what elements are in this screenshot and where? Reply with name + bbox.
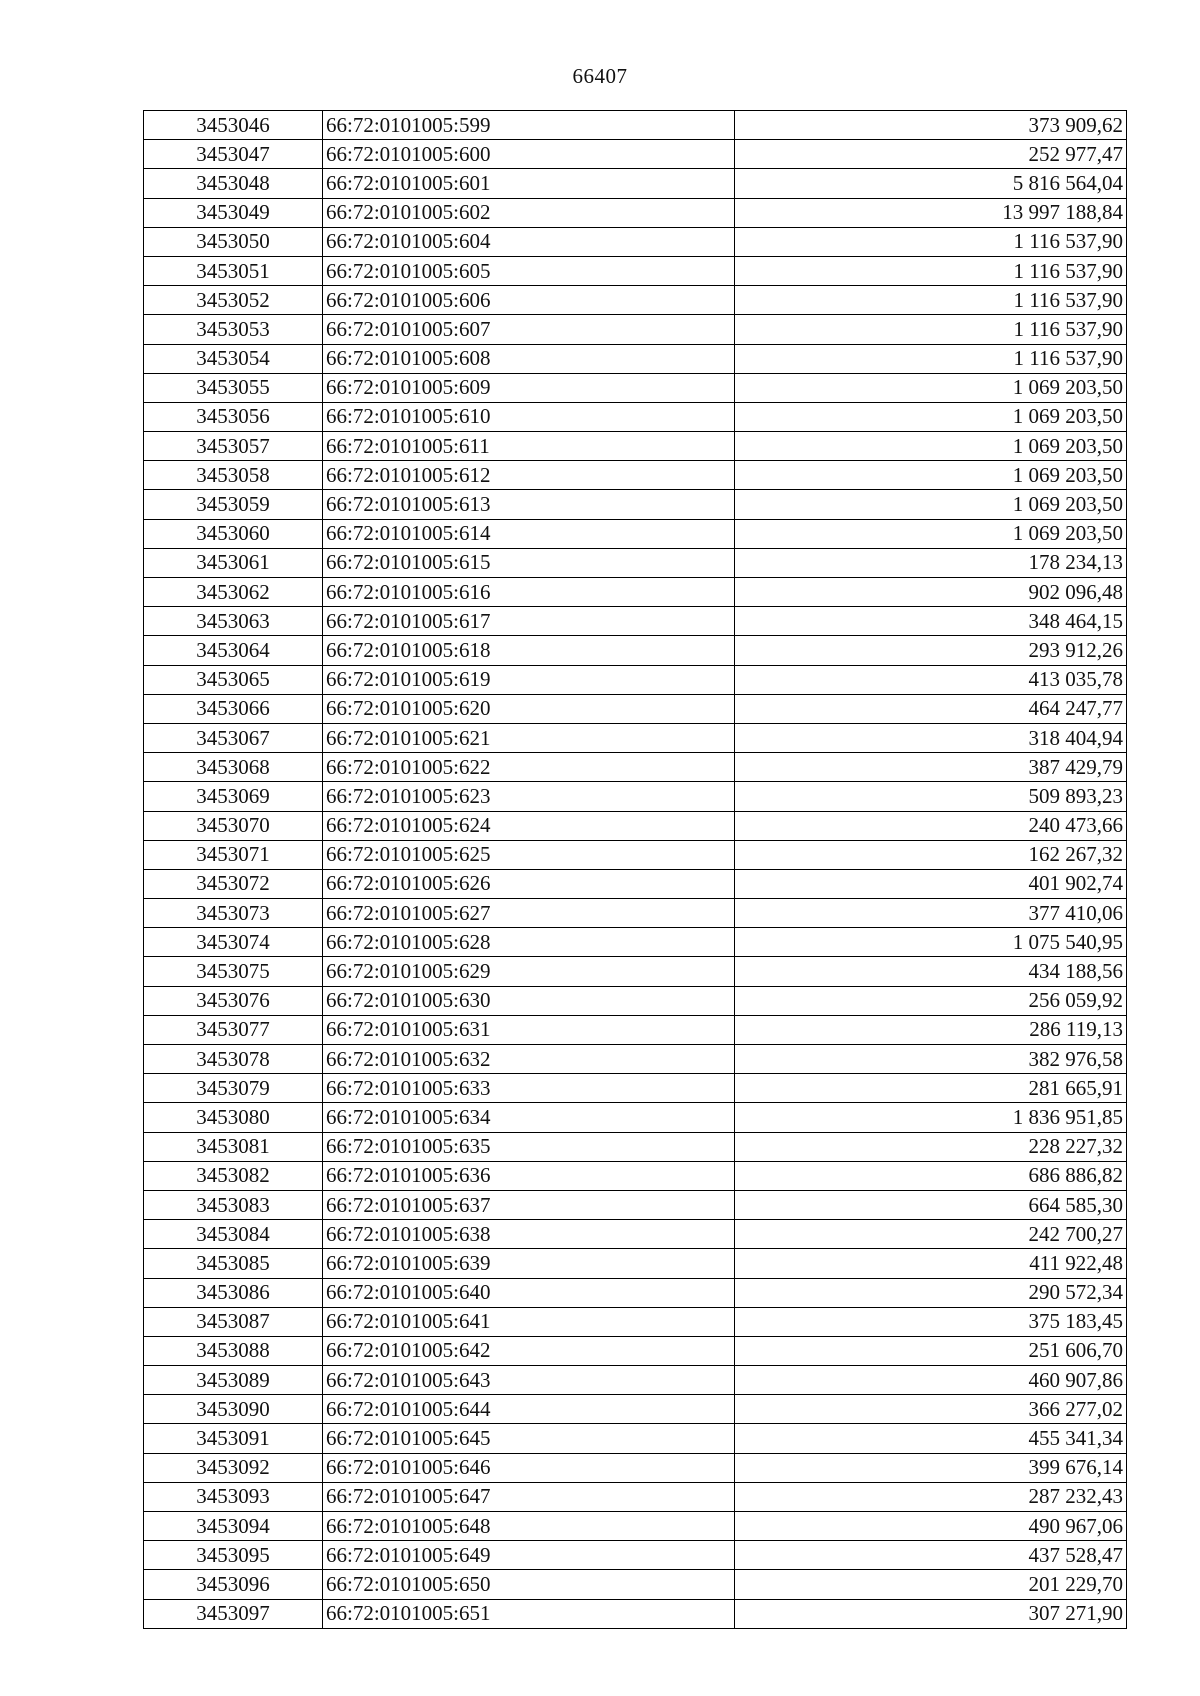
cadastral-number-cell: 66:72:0101005:609 (323, 373, 735, 402)
row-number-cell: 3453092 (144, 1453, 323, 1482)
cadastral-number-cell: 66:72:0101005:645 (323, 1424, 735, 1453)
cadastral-value-cell: 1 836 951,85 (735, 1103, 1127, 1132)
table-row (144, 636, 1127, 665)
table-row (144, 1366, 1127, 1395)
cadastral-number-cell: 66:72:0101005:639 (323, 1249, 735, 1278)
cadastral-number-cell: 66:72:0101005:621 (323, 723, 735, 752)
cadastral-value-cell: 377 410,06 (735, 899, 1127, 928)
table-row (144, 1074, 1127, 1103)
row-number-cell: 3453055 (144, 373, 323, 402)
row-number-cell: 3453076 (144, 986, 323, 1015)
cadastral-value-cell: 366 277,02 (735, 1395, 1127, 1424)
table-row (144, 140, 1127, 169)
cadastral-value-cell: 252 977,47 (735, 140, 1127, 169)
cadastral-number-cell: 66:72:0101005:633 (323, 1074, 735, 1103)
row-number-cell: 3453087 (144, 1307, 323, 1336)
cadastral-number-cell: 66:72:0101005:636 (323, 1161, 735, 1190)
row-number-cell: 3453081 (144, 1132, 323, 1161)
table-row (144, 373, 1127, 402)
cadastral-number-cell: 66:72:0101005:632 (323, 1045, 735, 1074)
row-number-cell: 3453093 (144, 1482, 323, 1511)
table-row (144, 1599, 1127, 1628)
cadastral-value-cell: 1 116 537,90 (735, 344, 1127, 373)
table-row (144, 1453, 1127, 1482)
cadastral-value-cell: 1 116 537,90 (735, 315, 1127, 344)
cadastral-value-cell: 401 902,74 (735, 869, 1127, 898)
cadastral-number-cell: 66:72:0101005:630 (323, 986, 735, 1015)
cadastral-value-cell: 375 183,45 (735, 1307, 1127, 1336)
cadastral-number-cell: 66:72:0101005:641 (323, 1307, 735, 1336)
cadastral-value-cell: 1 069 203,50 (735, 432, 1127, 461)
cadastral-number-cell: 66:72:0101005:623 (323, 782, 735, 811)
cadastral-number-cell: 66:72:0101005:615 (323, 548, 735, 577)
cadastral-number-cell: 66:72:0101005:618 (323, 636, 735, 665)
table-row (144, 1336, 1127, 1365)
cadastral-number-cell: 66:72:0101005:646 (323, 1453, 735, 1482)
cadastral-number-cell: 66:72:0101005:599 (323, 111, 735, 140)
table-row (144, 1395, 1127, 1424)
table-row (144, 198, 1127, 227)
table-row (144, 782, 1127, 811)
cadastral-number-cell: 66:72:0101005:611 (323, 432, 735, 461)
cadastral-number-cell: 66:72:0101005:601 (323, 169, 735, 198)
cadastral-value-cell: 1 116 537,90 (735, 227, 1127, 256)
table-row (144, 1570, 1127, 1599)
table-row (144, 578, 1127, 607)
cadastral-value-cell: 162 267,32 (735, 840, 1127, 869)
table-row (144, 256, 1127, 285)
cadastral-value-cell: 240 473,66 (735, 811, 1127, 840)
cadastral-number-cell: 66:72:0101005:605 (323, 256, 735, 285)
page-number: 66407 (572, 64, 628, 88)
cadastral-number-cell: 66:72:0101005:622 (323, 753, 735, 782)
table-row (144, 694, 1127, 723)
cadastral-number-cell: 66:72:0101005:649 (323, 1541, 735, 1570)
table-row (144, 869, 1127, 898)
row-number-cell: 3453091 (144, 1424, 323, 1453)
cadastral-value-cell: 387 429,79 (735, 753, 1127, 782)
cadastral-number-cell: 66:72:0101005:628 (323, 928, 735, 957)
cadastral-value-cell: 1 069 203,50 (735, 373, 1127, 402)
cadastral-value-cell: 228 227,32 (735, 1132, 1127, 1161)
row-number-cell: 3453058 (144, 461, 323, 490)
cadastral-value-cell: 460 907,86 (735, 1366, 1127, 1395)
cadastral-value-cell: 1 116 537,90 (735, 256, 1127, 285)
cadastral-value-cell: 373 909,62 (735, 111, 1127, 140)
cadastral-value-cell: 287 232,43 (735, 1482, 1127, 1511)
cadastral-number-cell: 66:72:0101005:651 (323, 1599, 735, 1628)
table-row (144, 286, 1127, 315)
cadastral-value-cell: 1 069 203,50 (735, 519, 1127, 548)
cadastral-number-cell: 66:72:0101005:648 (323, 1512, 735, 1541)
row-number-cell: 3453066 (144, 694, 323, 723)
row-number-cell: 3453086 (144, 1278, 323, 1307)
table-row (144, 607, 1127, 636)
cadastral-value-cell: 286 119,13 (735, 1015, 1127, 1044)
row-number-cell: 3453054 (144, 344, 323, 373)
table-row (144, 169, 1127, 198)
cadastral-value-cell: 902 096,48 (735, 578, 1127, 607)
row-number-cell: 3453047 (144, 140, 323, 169)
cadastral-value-cell: 348 464,15 (735, 607, 1127, 636)
cadastral-value-cell: 455 341,34 (735, 1424, 1127, 1453)
table-row (144, 986, 1127, 1015)
cadastral-number-cell: 66:72:0101005:620 (323, 694, 735, 723)
row-number-cell: 3453068 (144, 753, 323, 782)
cadastral-value-cell: 256 059,92 (735, 986, 1127, 1015)
table-row (144, 957, 1127, 986)
cadastral-value-cell: 281 665,91 (735, 1074, 1127, 1103)
table-row (144, 899, 1127, 928)
cadastral-number-cell: 66:72:0101005:627 (323, 899, 735, 928)
row-number-cell: 3453063 (144, 607, 323, 636)
row-number-cell: 3453053 (144, 315, 323, 344)
row-number-cell: 3453060 (144, 519, 323, 548)
row-number-cell: 3453062 (144, 578, 323, 607)
cadastral-number-cell: 66:72:0101005:642 (323, 1336, 735, 1365)
cadastral-value-cell: 686 886,82 (735, 1161, 1127, 1190)
table-row (144, 490, 1127, 519)
cadastral-number-cell: 66:72:0101005:643 (323, 1366, 735, 1395)
cadastral-value-cell: 509 893,23 (735, 782, 1127, 811)
row-number-cell: 3453071 (144, 840, 323, 869)
table-row (144, 1132, 1127, 1161)
cadastral-number-cell: 66:72:0101005:608 (323, 344, 735, 373)
row-number-cell: 3453089 (144, 1366, 323, 1395)
table-row (144, 1045, 1127, 1074)
row-number-cell: 3453059 (144, 490, 323, 519)
cadastral-value-cell: 664 585,30 (735, 1190, 1127, 1219)
row-number-cell: 3453049 (144, 198, 323, 227)
cadastral-value-cell: 242 700,27 (735, 1220, 1127, 1249)
row-number-cell: 3453096 (144, 1570, 323, 1599)
table-row (144, 1512, 1127, 1541)
row-number-cell: 3453080 (144, 1103, 323, 1132)
row-number-cell: 3453094 (144, 1512, 323, 1541)
row-number-cell: 3453097 (144, 1599, 323, 1628)
cadastral-value-cell: 411 922,48 (735, 1249, 1127, 1278)
cadastral-number-cell: 66:72:0101005:612 (323, 461, 735, 490)
row-number-cell: 3453083 (144, 1190, 323, 1219)
row-number-cell: 3453084 (144, 1220, 323, 1249)
table-row (144, 1220, 1127, 1249)
row-number-cell: 3453077 (144, 1015, 323, 1044)
table-row (144, 1103, 1127, 1132)
row-number-cell: 3453095 (144, 1541, 323, 1570)
cadastral-value-cell: 290 572,34 (735, 1278, 1127, 1307)
row-number-cell: 3453069 (144, 782, 323, 811)
table-row (144, 111, 1127, 140)
cadastral-value-cell: 490 967,06 (735, 1512, 1127, 1541)
cadastral-number-cell: 66:72:0101005:634 (323, 1103, 735, 1132)
cadastral-number-cell: 66:72:0101005:644 (323, 1395, 735, 1424)
table-row (144, 1015, 1127, 1044)
cadastral-number-cell: 66:72:0101005:604 (323, 227, 735, 256)
table-row (144, 519, 1127, 548)
row-number-cell: 3453064 (144, 636, 323, 665)
table-row (144, 402, 1127, 431)
row-number-cell: 3453056 (144, 402, 323, 431)
table-row (144, 1541, 1127, 1570)
table-row (144, 1424, 1127, 1453)
cadastral-number-cell: 66:72:0101005:650 (323, 1570, 735, 1599)
table-row (144, 548, 1127, 577)
cadastral-number-cell: 66:72:0101005:626 (323, 869, 735, 898)
table-row (144, 753, 1127, 782)
row-number-cell: 3453085 (144, 1249, 323, 1278)
cadastral-value-cell: 1 069 203,50 (735, 490, 1127, 519)
row-number-cell: 3453090 (144, 1395, 323, 1424)
row-number-cell: 3453079 (144, 1074, 323, 1103)
cadastral-value-cell: 1 116 537,90 (735, 286, 1127, 315)
cadastral-number-cell: 66:72:0101005:613 (323, 490, 735, 519)
row-number-cell: 3453052 (144, 286, 323, 315)
row-number-cell: 3453067 (144, 723, 323, 752)
row-number-cell: 3453073 (144, 899, 323, 928)
table-row (144, 1307, 1127, 1336)
cadastral-number-cell: 66:72:0101005:631 (323, 1015, 735, 1044)
cadastral-number-cell: 66:72:0101005:614 (323, 519, 735, 548)
table-row (144, 315, 1127, 344)
table-row (144, 665, 1127, 694)
cadastral-value-cell: 1 069 203,50 (735, 402, 1127, 431)
cadastral-number-cell: 66:72:0101005:647 (323, 1482, 735, 1511)
cadastral-value-cell: 413 035,78 (735, 665, 1127, 694)
cadastral-value-cell: 437 528,47 (735, 1541, 1127, 1570)
row-number-cell: 3453050 (144, 227, 323, 256)
cadastral-value-cell: 13 997 188,84 (735, 198, 1127, 227)
cadastral-value-cell: 307 271,90 (735, 1599, 1127, 1628)
cadastral-value-cell: 5 816 564,04 (735, 169, 1127, 198)
cadastral-number-cell: 66:72:0101005:629 (323, 957, 735, 986)
table-row (144, 1249, 1127, 1278)
cadastral-number-cell: 66:72:0101005:625 (323, 840, 735, 869)
cadastral-value-cell: 318 404,94 (735, 723, 1127, 752)
row-number-cell: 3453057 (144, 432, 323, 461)
cadastral-number-cell: 66:72:0101005:606 (323, 286, 735, 315)
cadastral-value-cell: 178 234,13 (735, 548, 1127, 577)
table-row (144, 432, 1127, 461)
row-number-cell: 3453048 (144, 169, 323, 198)
table-row (144, 1161, 1127, 1190)
table-row (144, 344, 1127, 373)
table-row (144, 723, 1127, 752)
cadastral-value-cell: 1 075 540,95 (735, 928, 1127, 957)
table-row (144, 840, 1127, 869)
cadastral-number-cell: 66:72:0101005:619 (323, 665, 735, 694)
cadastral-number-cell: 66:72:0101005:638 (323, 1220, 735, 1249)
cadastral-number-cell: 66:72:0101005:610 (323, 402, 735, 431)
table-row (144, 1278, 1127, 1307)
row-number-cell: 3453070 (144, 811, 323, 840)
table-row (144, 461, 1127, 490)
cadastral-value-table (143, 110, 1127, 1629)
table-row (144, 928, 1127, 957)
cadastral-number-cell: 66:72:0101005:616 (323, 578, 735, 607)
table-row (144, 811, 1127, 840)
cadastral-number-cell: 66:72:0101005:637 (323, 1190, 735, 1219)
table-body (144, 111, 1127, 1629)
row-number-cell: 3453061 (144, 548, 323, 577)
cadastral-value-cell: 1 069 203,50 (735, 461, 1127, 490)
cadastral-number-cell: 66:72:0101005:640 (323, 1278, 735, 1307)
row-number-cell: 3453072 (144, 869, 323, 898)
cadastral-value-cell: 201 229,70 (735, 1570, 1127, 1599)
row-number-cell: 3453082 (144, 1161, 323, 1190)
cadastral-value-cell: 399 676,14 (735, 1453, 1127, 1482)
row-number-cell: 3453088 (144, 1336, 323, 1365)
table-row (144, 1190, 1127, 1219)
cadastral-number-cell: 66:72:0101005:635 (323, 1132, 735, 1161)
cadastral-value-cell: 434 188,56 (735, 957, 1127, 986)
row-number-cell: 3453046 (144, 111, 323, 140)
row-number-cell: 3453075 (144, 957, 323, 986)
cadastral-value-cell: 464 247,77 (735, 694, 1127, 723)
row-number-cell: 3453051 (144, 256, 323, 285)
cadastral-number-cell: 66:72:0101005:607 (323, 315, 735, 344)
cadastral-value-cell: 293 912,26 (735, 636, 1127, 665)
cadastral-value-cell: 382 976,58 (735, 1045, 1127, 1074)
cadastral-number-cell: 66:72:0101005:624 (323, 811, 735, 840)
table-row (144, 227, 1127, 256)
cadastral-number-cell: 66:72:0101005:617 (323, 607, 735, 636)
cadastral-number-cell: 66:72:0101005:600 (323, 140, 735, 169)
row-number-cell: 3453078 (144, 1045, 323, 1074)
row-number-cell: 3453074 (144, 928, 323, 957)
cadastral-value-cell: 251 606,70 (735, 1336, 1127, 1365)
table-row (144, 1482, 1127, 1511)
cadastral-number-cell: 66:72:0101005:602 (323, 198, 735, 227)
row-number-cell: 3453065 (144, 665, 323, 694)
